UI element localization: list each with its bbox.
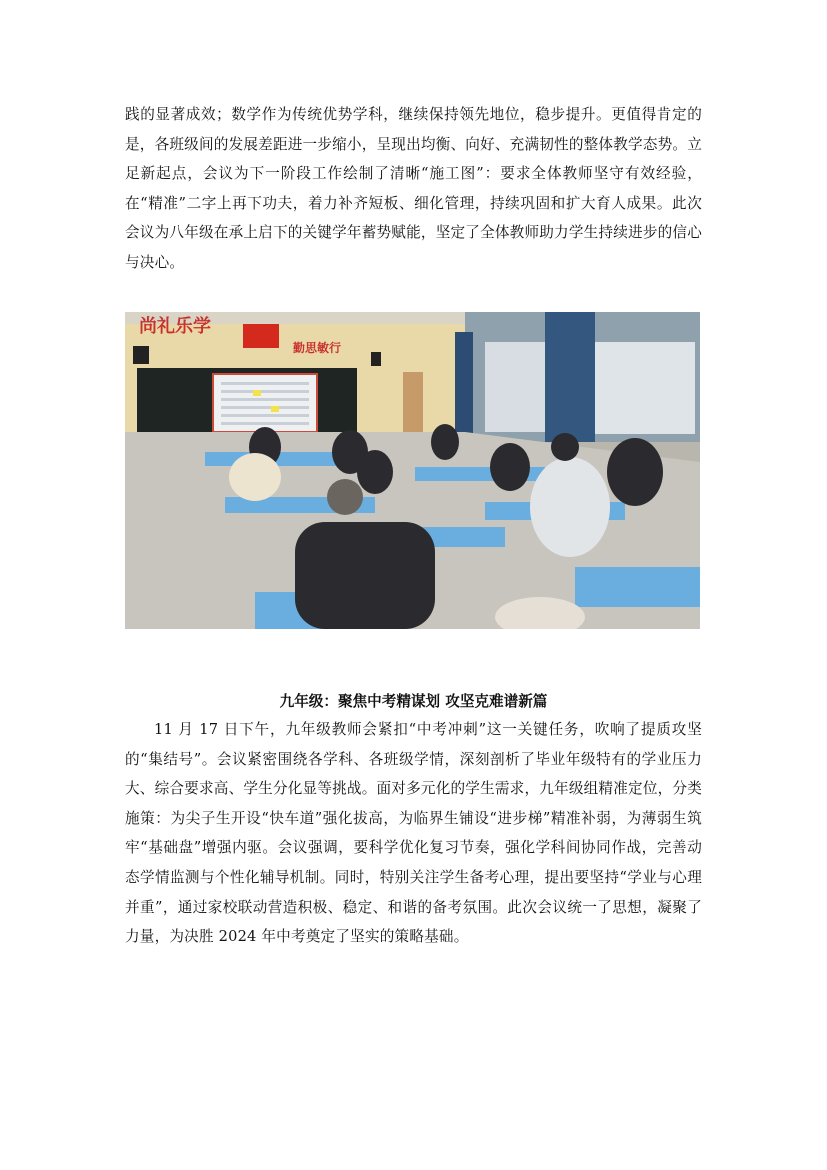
classroom-meeting-photo <box>125 312 700 629</box>
section-heading-grade9: 九年级：聚焦中考精谋划 攻坚克难谱新篇 <box>279 693 548 710</box>
banner-right-text: 勤思敏行 <box>293 341 342 355</box>
banner-left-text: 尚礼乐学 <box>139 316 211 337</box>
paragraph-grade9-meeting: 11 月 17 日下午，九年级教师会紧扣“中考冲刺”这一关键任务，吹响了提质攻坚的“集结号”。会议紧密围绕各学科、各班级学情，深刻剖析了毕业年级特有的学业压力大、综合要求高、学生分化显等挑战。面对多元化的学生需求，九年级组精准定位，分类施策：为尖子生开设“快车道”强化拔高，为临界生铺设“进步梯”精准补弱，为薄弱生筑牢“基础盘”增强内驱。会议强调，要科学优化复习节奏，强化学科间协同作战，完善动态学情监测与个性化辅导机制。同时，特别关注学生备考心理，提出要坚持“学业与心理并重”，通过家校联动营造积极、稳定、和谐的备考氛围。此次会议统一了思想，凝聚了力量，为决胜 2024 年中考奠定了坚实的策略基础。 <box>125 721 702 946</box>
paragraph-grade8-summary: 践的显著成效；数学作为传统优势学科，继续保持领先地位，稳步提升。更值得肯定的是，各班级间的发展差距进一步缩小，呈现出均衡、向好、充满韧性的整体教学态势。立足新起点，会议为下一阶段工作绘制了清晰“施工图”：要求全体教师坚守有效经验，在“精准”二字上再下功夫，着力补齐短板、细化管理，持续巩固和扩大育人成果。此次会议为八年级在承上启下的关键学年蓄势赋能，坚定了全体教师助力学生持续进步的信心与决心。 <box>125 106 702 271</box>
